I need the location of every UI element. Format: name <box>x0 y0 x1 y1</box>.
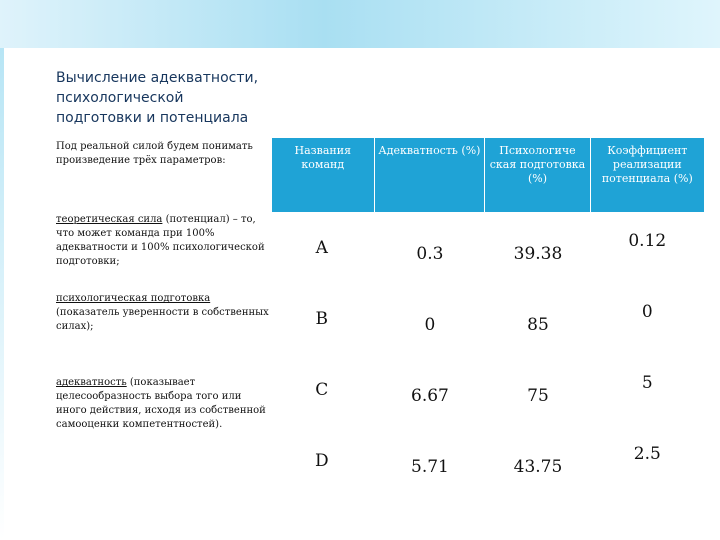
cell-psych: 75 <box>485 354 590 425</box>
title-line: Вычисление адекватности, <box>56 70 259 86</box>
definitions-intro: Под реальной силой будем понимать произведение трёх параметров: <box>56 141 253 166</box>
cell-coefficient: 0.12 <box>591 212 704 283</box>
cell-psych: 85 <box>485 283 590 354</box>
definition-term: адекватность <box>56 377 127 388</box>
cell-team: A <box>272 212 375 283</box>
cell-coefficient: 2.5 <box>591 425 704 496</box>
cell-adequacy: 5.71 <box>375 425 486 496</box>
header-potential-coefficient: Коэффициент реализации потенциала (%) <box>591 138 704 212</box>
definition-term: теоретическая сила <box>56 214 163 225</box>
cell-psych: 39.38 <box>485 212 590 283</box>
cell-team: B <box>272 283 375 354</box>
header-team-names: Названия команд <box>272 138 375 212</box>
cell-adequacy: 0.3 <box>375 212 486 283</box>
header-psych-preparation: Психологиче ская подготовка (%) <box>485 138 590 212</box>
cell-team: D <box>272 425 375 496</box>
definition-text: (показывает целесообразность выбора того или иного действия, исходя из собственной самооценки компетентностей). <box>56 377 266 430</box>
cell-psych: 43.75 <box>485 425 590 496</box>
definition-item <box>56 376 271 432</box>
table-row <box>272 425 704 496</box>
definition-text: (показатель уверенности в собственных силах); <box>56 307 269 332</box>
header-adequacy: Адекватность (%) <box>375 138 486 212</box>
definition-term: психологическая подготовка <box>56 293 211 304</box>
left-decorative-border <box>0 48 4 540</box>
title-line: подготовки и потенциала <box>56 110 249 126</box>
definition-text: (потенциал) – то, что может команда при 100% адекватности и 100% психологической подготовки; <box>56 214 265 267</box>
cell-adequacy: 0 <box>375 283 486 354</box>
definition-item <box>56 213 271 269</box>
cell-coefficient: 5 <box>591 354 704 425</box>
table-row <box>272 283 704 354</box>
cell-team: C <box>272 354 375 425</box>
top-decorative-band <box>0 0 720 48</box>
table-row <box>272 354 704 425</box>
title-line: психологической <box>56 90 184 106</box>
table-header-row <box>272 138 704 212</box>
table-row <box>272 212 704 283</box>
cell-coefficient: 0 <box>591 283 704 354</box>
cell-adequacy: 6.67 <box>375 354 486 425</box>
definition-item <box>56 292 271 334</box>
results-table <box>272 138 704 496</box>
slide-title <box>56 68 296 128</box>
